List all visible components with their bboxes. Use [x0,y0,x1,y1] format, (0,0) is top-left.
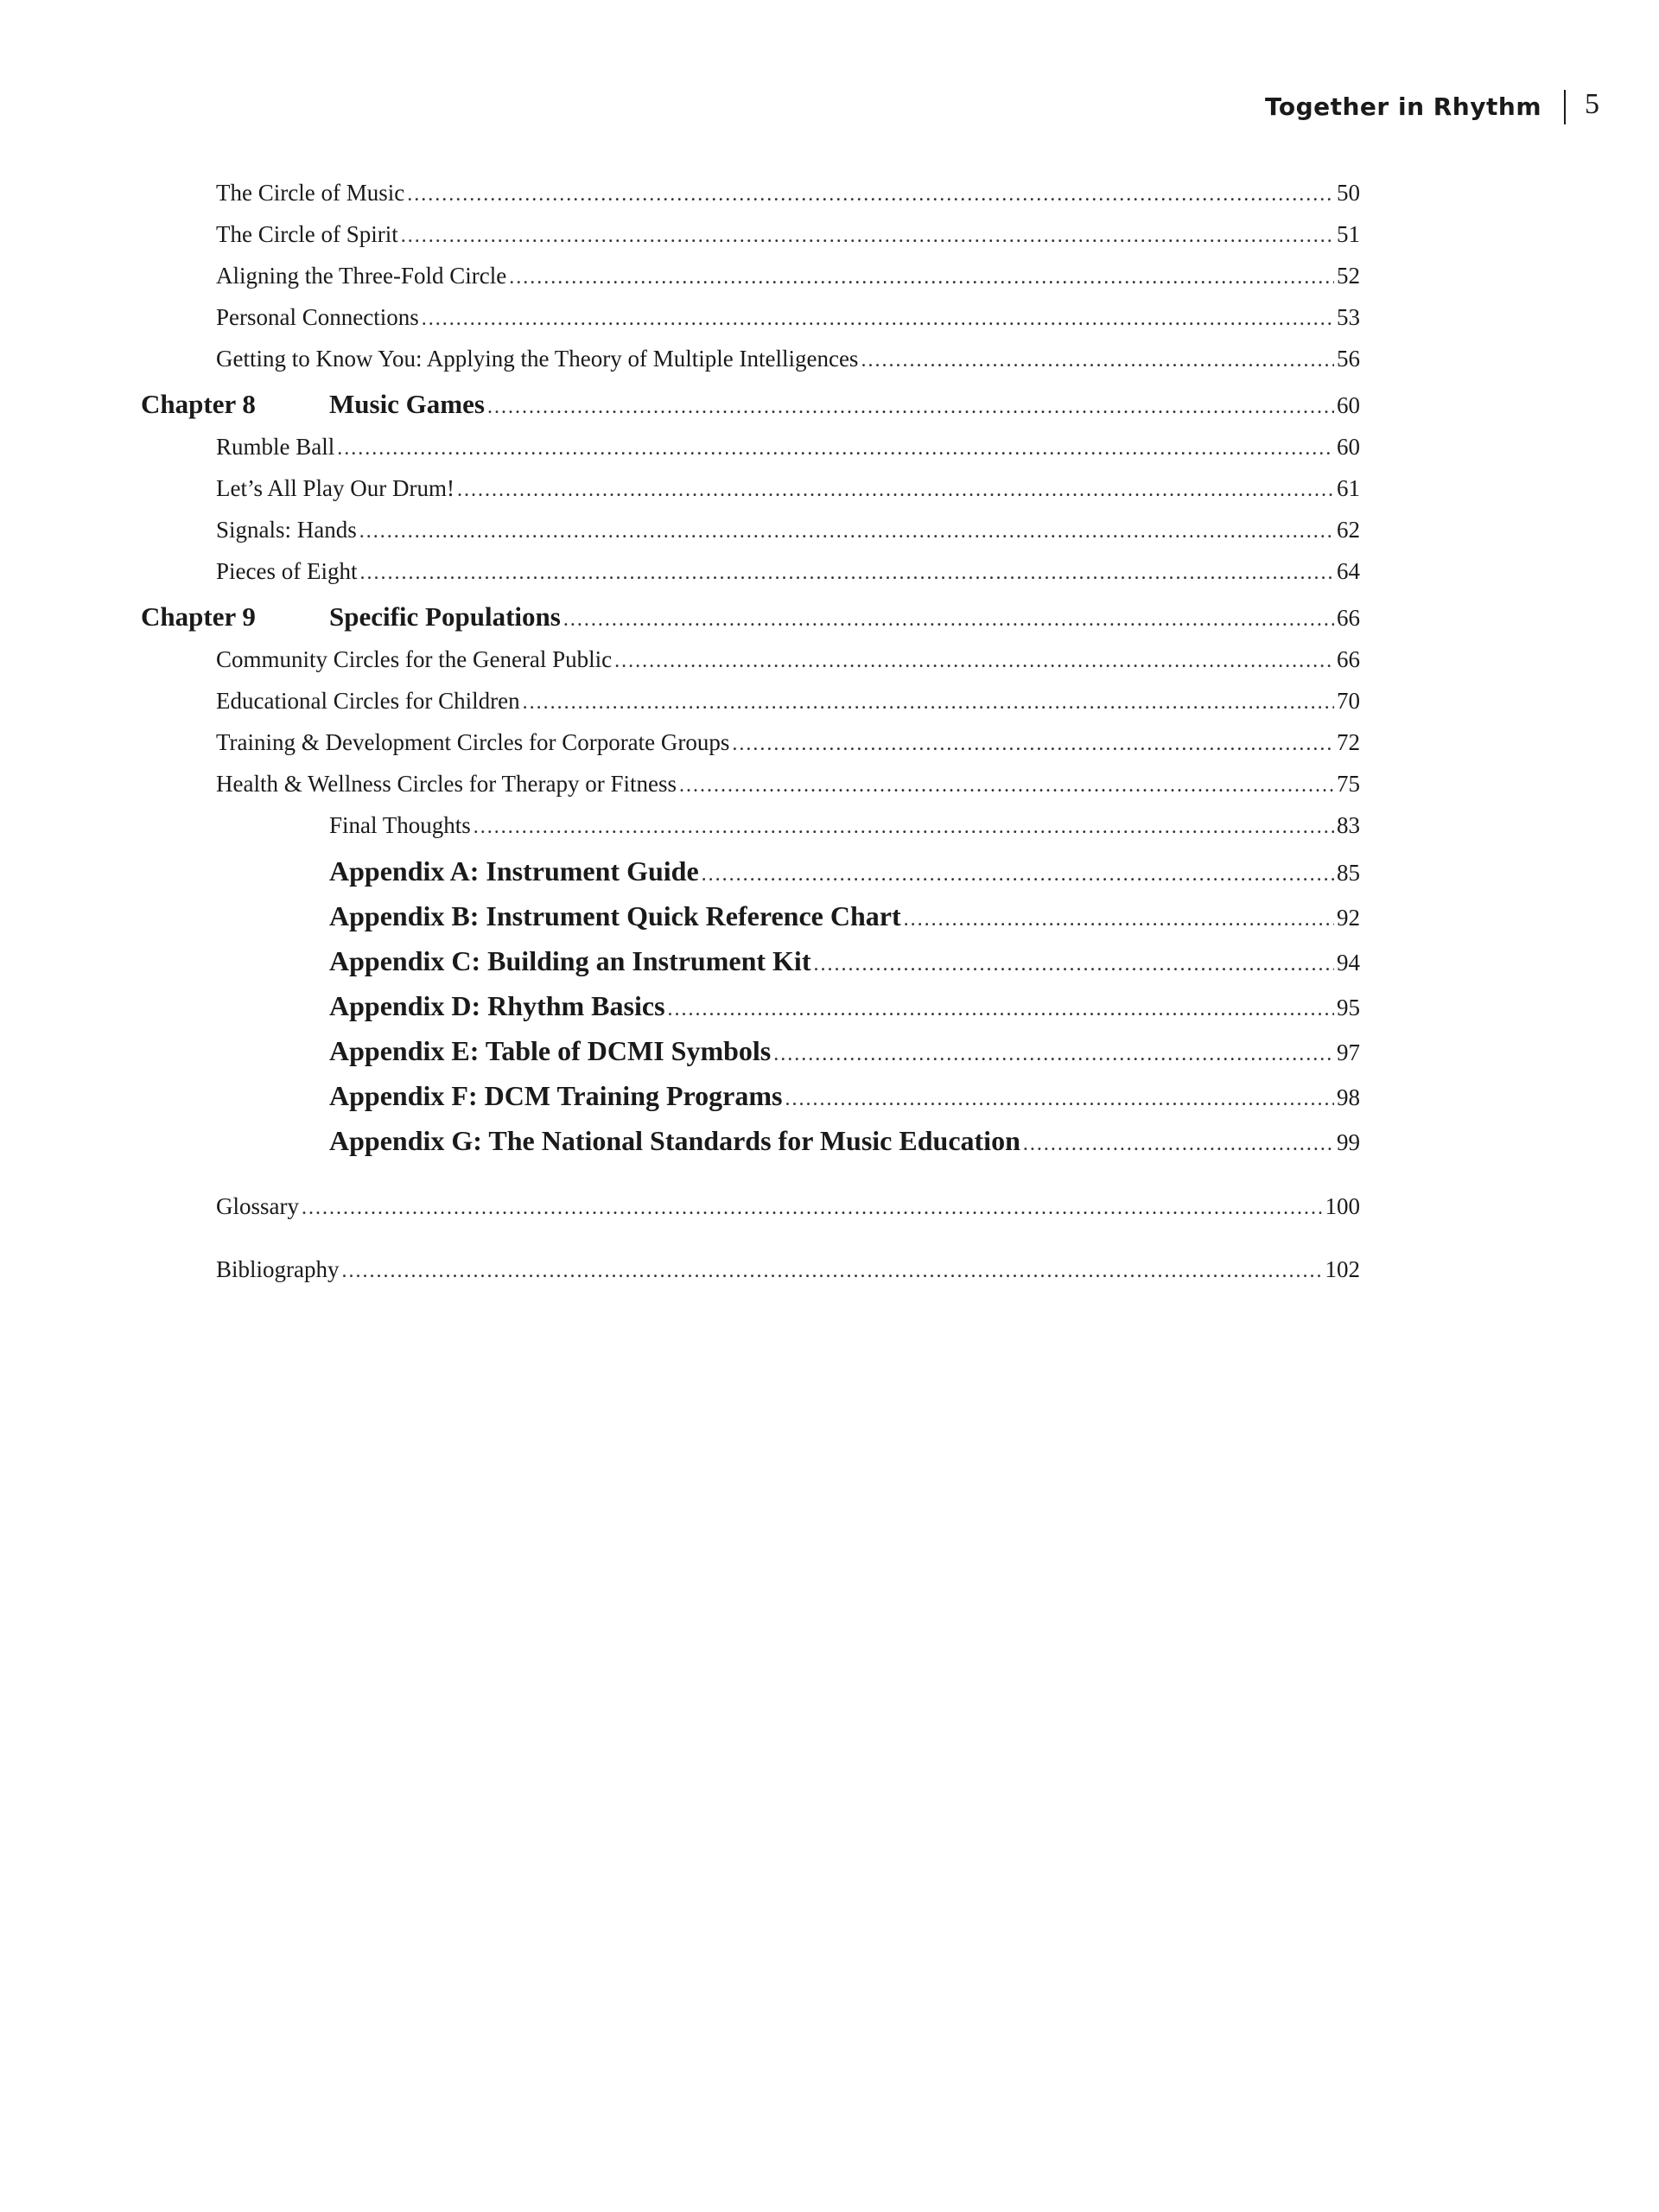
toc-entry[interactable] [216,688,1360,726]
dot-leader [474,816,1334,839]
toc-entry-title: Pieces of Eight [216,558,358,584]
toc-entry[interactable] [216,346,1360,384]
dot-leader [785,1088,1334,1111]
toc-entry-page: 60 [1337,434,1360,460]
toc-entry-page: 53 [1337,304,1360,330]
toc-entry-page: 60 [1337,392,1360,418]
dot-leader [1023,1133,1334,1156]
toc-entry-title: Bibliography [216,1256,340,1282]
header-divider [1564,90,1566,124]
toc-appendix-entry[interactable] [329,990,1360,1028]
toc-appendix-entry[interactable] [329,1080,1360,1118]
toc-appendix-entry[interactable] [329,945,1360,983]
toc-entry-page: 85 [1337,860,1360,886]
toc-entry-title: Let’s All Play Our Drum! [216,475,454,501]
toc-appendix-entry[interactable] [329,1035,1360,1073]
toc-entry-page: 99 [1337,1129,1360,1155]
appendix-title: Appendix A: Instrument Guide [329,855,699,887]
toc-entry[interactable] [216,1193,1360,1231]
dot-leader [401,225,1334,248]
toc-entry-page: 52 [1337,263,1360,289]
dot-leader [679,774,1334,798]
toc-entry-page: 61 [1337,475,1360,501]
toc-entry-page: 72 [1337,729,1360,755]
toc-entry-title: Getting to Know You: Applying the Theory of Multiple Intelligences [216,346,859,372]
toc-entry-page: 97 [1337,1039,1360,1065]
toc-chapter-entry[interactable] [141,601,1360,639]
dot-leader [668,998,1334,1021]
dot-leader [407,183,1334,207]
appendix-title: Appendix G: The National Standards for Music Education [329,1125,1020,1156]
toc-entry-title: Rumble Ball [216,434,335,460]
chapter-number: Chapter 9 [141,601,256,632]
dot-leader [509,266,1334,289]
appendix-title: Appendix E: Table of DCMI Symbols [329,1035,772,1066]
toc-entry[interactable] [216,434,1360,472]
toc-entry[interactable] [216,771,1360,809]
dot-leader [487,396,1334,419]
toc-appendix-entry[interactable] [329,1125,1360,1163]
chapter-title: Specific Populations [329,601,561,632]
dot-leader [359,520,1334,543]
dot-leader [773,1043,1334,1066]
dot-leader [813,953,1334,976]
toc-appendix-entry[interactable] [329,855,1360,893]
toc-entry-page: 66 [1337,605,1360,631]
toc-entry[interactable] [216,304,1360,342]
dot-leader [337,437,1334,461]
dot-leader [861,349,1334,372]
toc-entry-page: 75 [1337,771,1360,797]
chapter-title: Music Games [329,389,485,419]
toc-entry-title: The Circle of Music [216,180,405,206]
dot-leader [422,308,1334,331]
toc-entry-page: 95 [1337,995,1360,1020]
dot-leader [457,479,1334,502]
dot-leader [563,608,1334,632]
toc-entry-page: 70 [1337,688,1360,714]
dot-leader [702,863,1334,887]
appendix-title: Appendix B: Instrument Quick Reference Chart [329,900,901,931]
toc-entry-page: 51 [1337,221,1360,247]
toc-entry-title: Educational Circles for Children [216,688,520,714]
appendix-title: Appendix D: Rhythm Basics [329,990,665,1021]
toc-entry[interactable] [216,1256,1360,1294]
chapter-number: Chapter 8 [141,389,256,419]
dot-leader [523,691,1334,715]
toc-entry-page: 56 [1337,346,1360,372]
toc-entry-title: Personal Connections [216,304,419,330]
toc-entry[interactable] [216,475,1360,513]
toc-entry-page: 50 [1337,180,1360,206]
appendix-title: Appendix C: Building an Instrument Kit [329,945,811,976]
toc-entry-title: Training & Development Circles for Corporate Groups [216,729,730,755]
running-head [0,85,1659,137]
toc-entry[interactable] [329,812,1360,850]
dot-leader [732,733,1334,756]
toc-entry[interactable] [216,517,1360,555]
toc-entry-page: 62 [1337,517,1360,543]
toc-entry[interactable] [216,221,1360,259]
toc-entry[interactable] [216,729,1360,767]
book-title: Together in Rhythm [1264,92,1541,121]
toc-entry-page: 92 [1337,905,1360,931]
toc-entry[interactable] [216,263,1360,301]
page-number: 5 [1585,88,1599,120]
dot-leader [904,908,1334,931]
toc-entry-title: The Circle of Spirit [216,221,398,247]
dot-leader [302,1197,1323,1220]
toc-entry-page: 64 [1337,558,1360,584]
toc-entry-page: 102 [1325,1256,1360,1282]
dot-leader [359,562,1334,585]
appendix-title: Appendix F: DCM Training Programs [329,1080,783,1111]
toc-entry-page: 94 [1337,950,1360,976]
toc-entry[interactable] [216,646,1360,684]
toc-entry-title: Signals: Hands [216,517,357,543]
toc-entry-page: 100 [1325,1193,1360,1219]
dot-leader [342,1260,1323,1283]
dot-leader [614,650,1334,673]
toc-entry-title: Glossary [216,1193,299,1219]
toc-entry-page: 83 [1337,812,1360,838]
toc-entry[interactable] [216,558,1360,596]
toc-entry-page: 98 [1337,1084,1360,1110]
toc-appendix-entry[interactable] [329,900,1360,938]
toc-entry-title: Aligning the Three-Fold Circle [216,263,507,289]
toc-entry-title: Community Circles for the General Public [216,646,613,672]
toc-chapter-entry[interactable] [141,389,1360,427]
toc-entry-page: 66 [1337,646,1360,672]
toc-entry-title: Final Thoughts [329,812,471,838]
toc-entry[interactable] [216,180,1360,218]
toc-entry-title: Health & Wellness Circles for Therapy or Fitness [216,771,677,797]
